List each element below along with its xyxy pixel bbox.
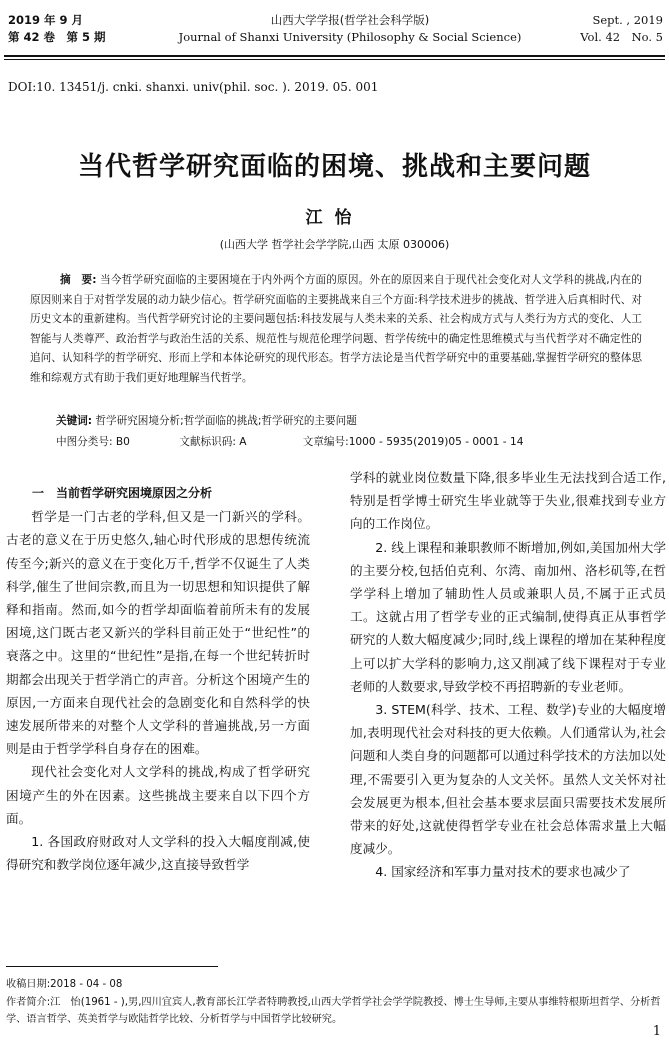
header-left	[8, 12, 106, 46]
left-column	[6, 482, 310, 876]
header-rule-thin	[4, 59, 665, 60]
keywords-label: 关键词:	[56, 415, 93, 427]
author-affiliation: (山西大学 哲学社会学学院,山西 太原 030006)	[219, 238, 450, 251]
abstract-label: 摘 要:	[60, 274, 97, 286]
running-header	[0, 12, 669, 52]
journal-name-en: Journal of Shanxi University (Philosophy & Social Science)	[178, 30, 522, 44]
clc-number: 中图分类号: B0	[56, 436, 130, 448]
body-paragraph: 哲学是一门古老的学科,但又是一门新兴的学科。古老的意义在于历史悠久,轴心时代形成的思想传统流传至今;新兴的意义在于变化万千,哲学不仅诞生了人类科学,催生了世间宗教,而且为一切思想和知识提供了解释和指南。然而,如今的哲学却面临着前所未有的发展困境,这门既古老又新兴的学科目前正处于“世纪性”的衰落之中。这里的“世纪性”是指,在每一个世纪转折时期都会出现关于哲学消亡的声音。分析这个困境产生的原因,一方面来自现代社会的急剧变化和自然科学的快速发展所带来的对整个人文学科的普遍挑战,另一方面则是由于哲学学科自身存在的困难。	[6, 509, 310, 757]
footnote-author-bio: 作者简介:江 怡(1961 - ),男,四川宜宾人,教育部长江学者特聘教授,山西大学哲学社会学学院教授、博士生导师,主要从事维特根斯坦哲学、分析哲学、语言哲学、英美哲学与欧陆哲学比较、分析哲学与中国哲学比较研究。	[6, 997, 661, 1025]
body-paragraph: 4. 国家经济和军事力量对技术的要求也减少了	[375, 864, 631, 880]
abstract	[30, 271, 642, 389]
document-code: 文献标识码: A	[179, 436, 247, 448]
header-volume-cn: 第 42 卷 第 5 期	[8, 30, 106, 44]
page-number: 1	[652, 1024, 661, 1039]
abstract-text: 当今哲学研究面临的主要困境在于内外两个方面的原因。外在的原因来自于现代社会变化对人文学科的挑战,内在的原因则来自于对哲学发展的动力缺少信心。哲学研究面临的主要挑战来自三个方面:科学技术进步的挑战、哲学进入后真相时代、对历史文本的重新建构。当代哲学研究讨论的主要问题包括:科技发展与人类未来的关系、社会构成方式与人类行为方式的变化、人工智能与人类尊严、政治哲学与政治生活的关系、规范性与规范伦理学问题、哲学传统中的确定性思维模式与当代哲学对不确定性的追问、认知科学的哲学研究、形而上学和本体论研究的现代形态。哲学方法论是当代哲学研究中的重要基础,掌握哲学研究的整体思维和综观方式有助于我们更好地理解当代哲学。	[30, 274, 642, 384]
body-paragraph: 2. 线上课程和兼职教师不断增加,例如,美国加州大学的主要分校,包括伯克利、尔湾、南加州、洛杉矶等,在哲学学科上增加了辅助性人员或兼职人员,不属于正式员工。这就占用了哲学专业的正式编制,使得真正从事哲学研究的人数大幅度减少;同时,线上课程的增加在某种程度上可以扩大学科的影响力,这又削减了线下课程对于专业老师的人数要求,导致学校不再招聘新的专业老师。	[350, 539, 666, 694]
body-paragraph: 3. STEM(科学、技术、工程、数学)专业的大幅度增加,表明现代社会对科技的更大依赖。人们通常认为,社会问题和人类自身的问题都可以通过科学技术的方法加以处理,不需要引入更为复杂的人文关怀。虽然人文关怀对社会发展更为根本,但社会基本要求层面只需要技术发展所带来的好处,这就使得哲学专业在社会总体需求量上大幅度减少。	[350, 702, 666, 857]
body-paragraph: 1. 各国政府财政对人文学科的投入大幅度削减,使得研究和教学岗位逐年减少,这直接导致哲学	[6, 834, 310, 873]
header-date: 2019 年 9 月	[8, 13, 84, 27]
header-right	[580, 12, 663, 46]
header-rule-thick	[4, 55, 665, 57]
header-date-en: Sept. , 2019	[592, 13, 663, 27]
author-name: 江怡	[305, 208, 364, 228]
header-center	[150, 12, 550, 46]
doi: DOI:10. 13451/j. cnki. shanxi. univ(phil. soc. ). 2019. 05. 001	[8, 80, 379, 94]
body-paragraph: 学科的就业岗位数量下降,很多毕业生无法找到合适工作,特别是哲学博士研究生毕业就等于失业,很难找到专业方向的工作岗位。	[350, 470, 666, 532]
journal-name-cn: 山西大学学报(哲学社会科学版)	[270, 13, 430, 27]
article-title: 当代哲学研究面临的困境、挑战和主要问题	[77, 152, 591, 182]
right-column	[350, 466, 666, 884]
classification-info	[56, 434, 636, 449]
article-number: 文章编号:1000 - 5935(2019)05 - 0001 - 14	[302, 436, 524, 448]
body-paragraph: 现代社会变化对人文学科的挑战,构成了哲学研究困境产生的外在因素。这些挑战主要来自以下四个方面。	[6, 764, 310, 826]
header-volume-en: Vol. 42 No. 5	[580, 30, 663, 44]
keywords-text: 哲学研究困境分析;哲学面临的挑战;哲学研究的主要问题	[95, 415, 357, 427]
section-heading: 一 当前哲学研究困境原因之分析	[32, 486, 213, 500]
footnote-received: 收稿日期:2018 - 04 - 08	[6, 979, 123, 990]
keywords	[56, 413, 357, 428]
footnote-rule	[6, 966, 218, 967]
